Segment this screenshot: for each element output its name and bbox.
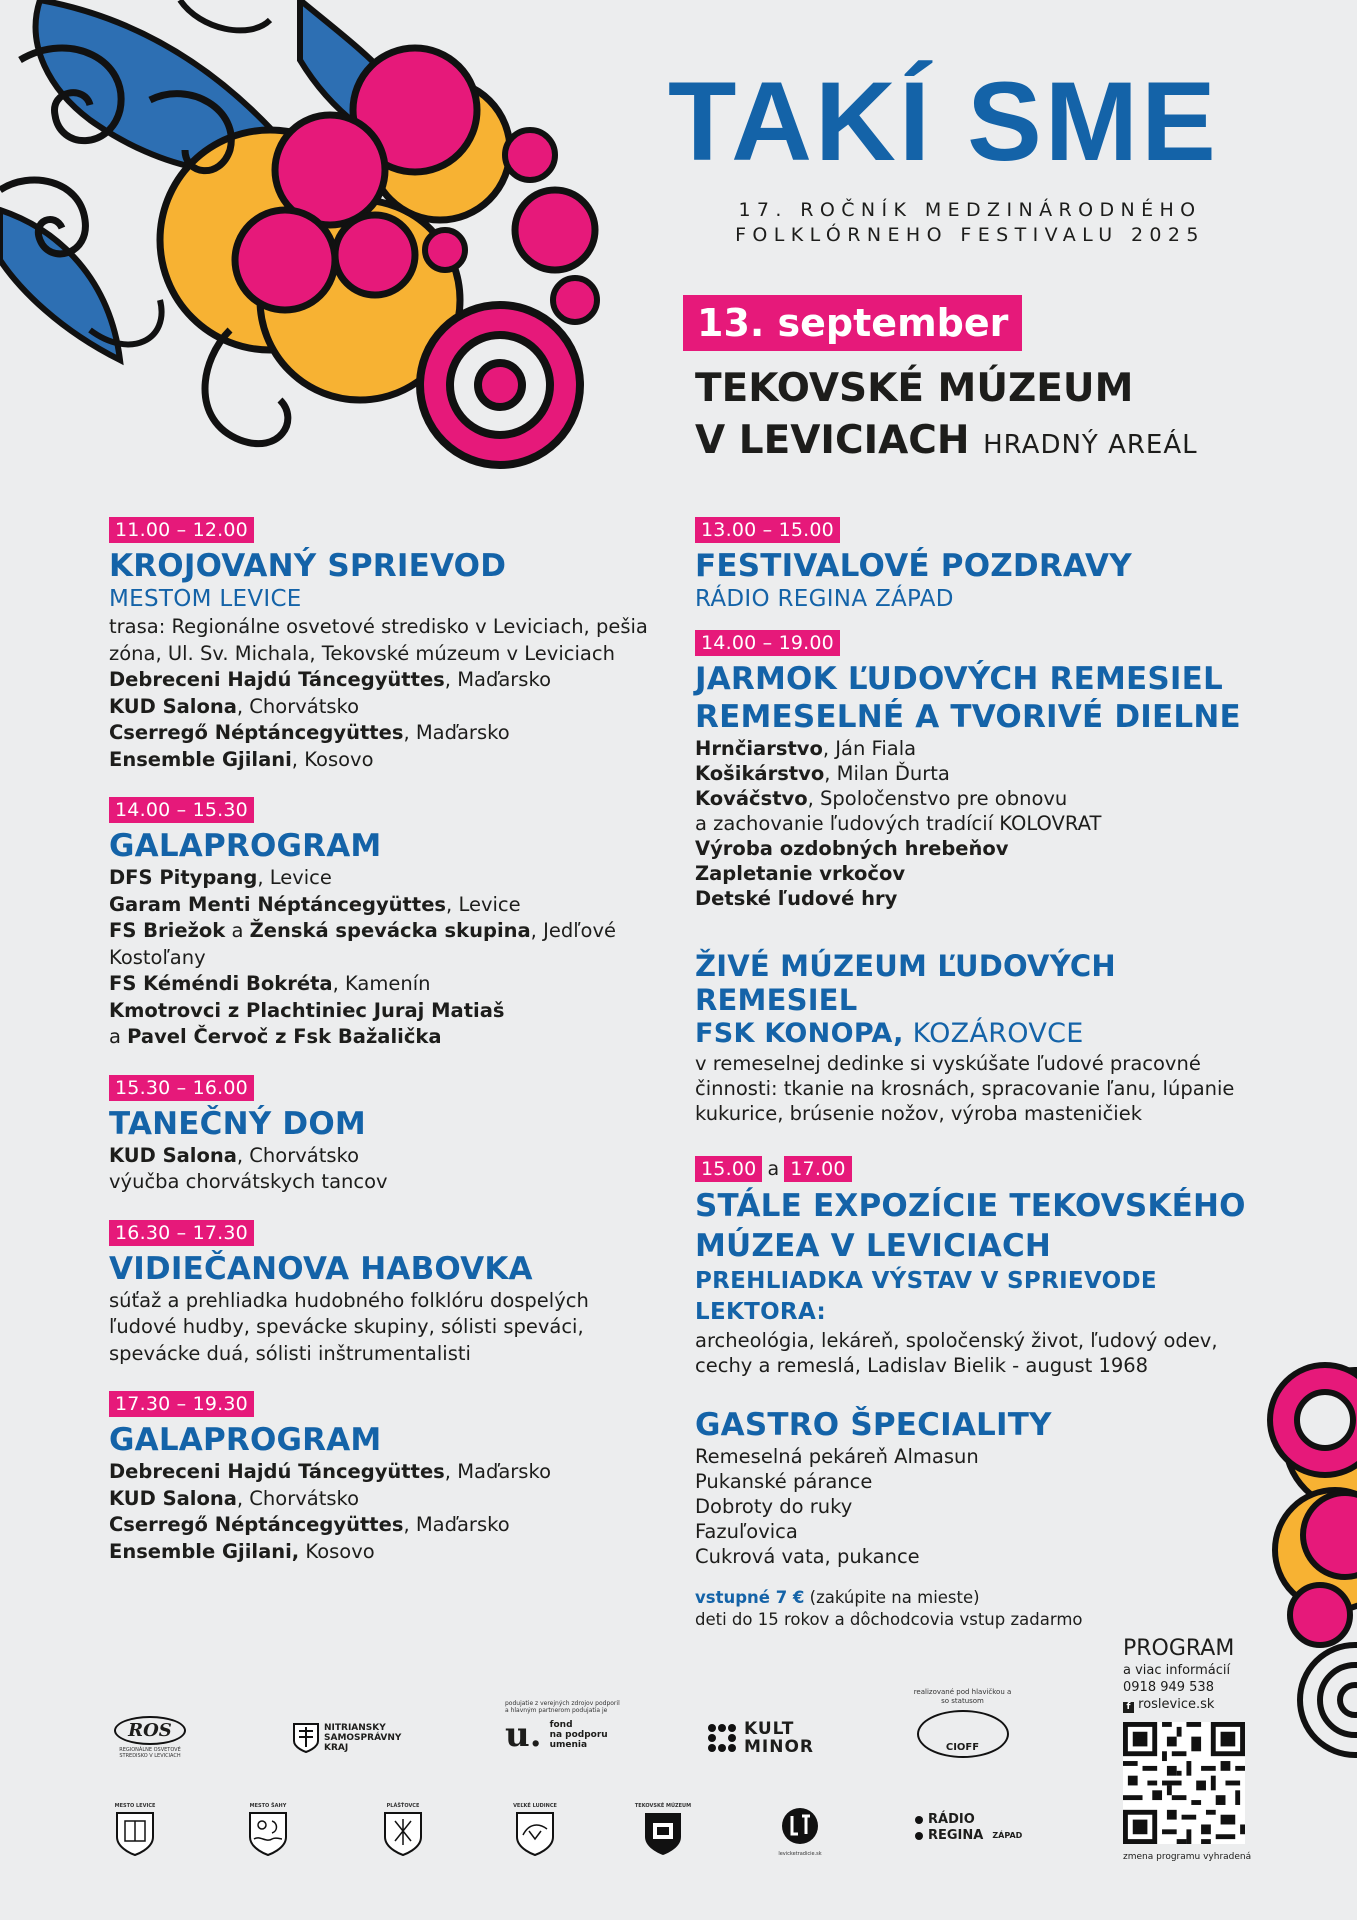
- town-logo-levice: MESTO LEVICE: [105, 1802, 165, 1861]
- tradicie-icon: [780, 1806, 820, 1846]
- event-title: [695, 1186, 1255, 1266]
- time-tags: [695, 1156, 1255, 1182]
- event-festivalove-pozdravy: [695, 517, 1255, 614]
- time-tag: 14.00 – 19.00: [695, 630, 840, 656]
- event-vidiecanova-habovka: [109, 1220, 669, 1368]
- detail-line: KUD Salona, Chorvátsko: [109, 694, 360, 718]
- info-line: a viac informácií: [1123, 1663, 1231, 1678]
- event-title-line: STÁLE EXPOZÍCIE TEKOVSKÉHO: [695, 1188, 1246, 1224]
- event-details: [695, 736, 1255, 911]
- event-title: GASTRO ŠPECIALITY: [695, 1407, 1052, 1443]
- detail-line: súťaž a prehliadka hudobného folklóru dospelých: [109, 1288, 589, 1312]
- event-title-line: JARMOK ĽUDOVÝCH REMESIEL: [695, 661, 1223, 697]
- event-title: FESTIVALOVÉ POZDRAVY: [695, 548, 1132, 584]
- event-title: VIDIEČANOVA HABOVKA: [109, 1250, 533, 1287]
- time-tag: 13.00 – 15.00: [695, 517, 840, 543]
- kult-minor-text: KULT MINOR: [744, 1719, 815, 1757]
- kult-minor-logo: [706, 1718, 826, 1758]
- event-details: [109, 614, 669, 773]
- detail-line: zóna, Ul. Sv. Michala, Tekovské múzeum v Leviciach: [109, 641, 615, 665]
- detail-line: výučba chorvátskych tancov: [109, 1170, 388, 1193]
- event-galaprogram-2: [109, 1391, 669, 1565]
- detail-line: cechy a remeslá, Ladislav Bielik - august 1968: [695, 1354, 1149, 1377]
- event-details: [109, 1288, 669, 1368]
- date-badge: [683, 295, 1022, 351]
- detail-line: kukurice, brúsenie nožov, výroba masteničiek: [695, 1102, 1143, 1125]
- event-title: ŽIVÉ MÚZEUM ĽUDOVÝCH REMESIEL: [695, 949, 1116, 1017]
- time-tag: 15.30 – 16.00: [109, 1075, 254, 1101]
- detail-line: Cukrová vata, pukance: [695, 1545, 920, 1568]
- detail-line: činnosti: tkanie na krosnách, spracovanie ľanu, lúpanie: [695, 1077, 1235, 1100]
- time-tag: 17.30 – 19.30: [109, 1391, 254, 1417]
- event-tanecny-dom: [109, 1075, 669, 1196]
- town-logo-plastovce: PLÁŠŤOVCE: [373, 1802, 433, 1861]
- event-details: [109, 865, 669, 1051]
- tekovske-muzeum-logo: TEKOVSKÉ MÚZEUM: [633, 1802, 693, 1861]
- event-title: KROJOVANÝ SPRIEVOD: [109, 548, 507, 584]
- detail-line: Košikárstvo, Milan Ďurta: [695, 762, 950, 785]
- event-subtitle: MESTOM LEVICE: [109, 586, 302, 612]
- radio-regina-logo: RÁDIO REGINA ZÁPAD: [915, 1812, 1022, 1844]
- ros-wordmark: ROS: [114, 1716, 186, 1745]
- detail-line: DFS Pitypang, Levice: [109, 866, 332, 889]
- cioff-logo: [910, 1688, 1015, 1758]
- levicke-tradicie-logo: levicketradicie.sk: [770, 1806, 830, 1859]
- detail-line: a Pavel Červoč z Fsk Bažalička: [109, 1025, 442, 1048]
- event-details: [109, 1143, 669, 1196]
- event-title: GALAPROGRAM: [109, 828, 382, 864]
- detail-line: v remeselnej dedinke si vyskúšate ľudové pracovné: [695, 1052, 1201, 1075]
- subtitle-line-2: FOLKLÓRNEHO FESTIVALU 2025: [735, 224, 1205, 246]
- fpu-text: fond na podporu umenia: [549, 1720, 608, 1750]
- event-zive-muzeum: [695, 949, 1255, 1126]
- ros-caption: REGIONÁLNE OSVETOVÉ STREDISKO V LEVICIACH: [119, 1746, 181, 1759]
- nsk-crest-icon: [293, 1723, 319, 1753]
- detail-line: spevácke duá, sólisti inštrumentalisti: [109, 1341, 471, 1365]
- time-tag: 14.00 – 15.30: [109, 797, 254, 823]
- event-title-line: REMESELNÉ A TVORIVÉ DIELNE: [695, 699, 1241, 735]
- kult-minor-icon: [706, 1722, 738, 1754]
- ros-logo: [105, 1712, 195, 1762]
- facebook-icon: f: [1123, 1702, 1134, 1713]
- sahy-crest-icon: [248, 1811, 288, 1857]
- detail-line: Fazuľovica: [695, 1520, 798, 1543]
- event-title: [695, 660, 1255, 736]
- detail-line: Dobroty do ruky: [695, 1495, 853, 1518]
- nsk-logo: [293, 1718, 413, 1758]
- town-logo-velke-ludince: VEĽKÉ LUDINCE: [505, 1802, 565, 1861]
- ludince-crest-icon: [515, 1811, 555, 1857]
- price-line: vstupné 7 € (zakúpite na mieste): [695, 1588, 980, 1607]
- detail-line: FS Kéméndi Bokréta, Kamenín: [109, 972, 431, 995]
- phone-number[interactable]: 0918 949 538: [1123, 1680, 1214, 1695]
- detail-line: Cserregő Néptáncegyüttes, Maďarsko: [109, 721, 510, 744]
- detail-line: KUD Salona, Chorvátsko: [109, 1143, 360, 1167]
- program-info: [1123, 1636, 1234, 1713]
- subtitle-line: PREHLIADKA VÝSTAV V SPRIEVODE: [695, 1268, 1157, 1294]
- fpu-letter: u.: [505, 1715, 542, 1755]
- time-tag: 11.00 – 12.00: [109, 517, 254, 543]
- time-tag: 16.30 – 17.30: [109, 1220, 254, 1246]
- festival-subtitle: [690, 198, 1250, 248]
- event-title: GALAPROGRAM: [109, 1422, 382, 1458]
- venue-line-2: [695, 415, 1198, 471]
- detail-line: Kováčstvo, Spoločenstvo pre obnovu: [695, 787, 1068, 810]
- radio-dot-icon: [915, 1832, 923, 1840]
- conjunction: a: [767, 1158, 780, 1180]
- detail-line: Debreceni Hajdú Táncegyüttes, Maďarsko: [109, 668, 551, 691]
- event-subtitle: [695, 1266, 1255, 1328]
- town-logo-sahy: MESTO ŠAHY: [238, 1802, 298, 1861]
- museum-crest-icon: [643, 1811, 683, 1857]
- left-column: [109, 517, 669, 1565]
- detail-line: Remeselná pekáreň Almasun: [695, 1445, 979, 1468]
- date-text: 13. september: [697, 301, 1009, 345]
- event-title: TANEČNÝ DOM: [109, 1105, 366, 1142]
- detail-line: Ensemble Gjilani, Kosovo: [109, 747, 374, 771]
- detail-line: archeológia, lekáreň, spoločenský život, ľudový odev,: [695, 1329, 1218, 1352]
- festival-title: TAKÍ SME: [668, 59, 1219, 184]
- event-subtitle: FSK KONOPA, KOZÁROVCE: [695, 1018, 1084, 1049]
- plastovce-crest-icon: [383, 1811, 423, 1857]
- event-details: [109, 1459, 669, 1565]
- free-entry-line: deti do 15 rokov a dôchodcovia vstup zadarmo: [695, 1610, 1083, 1629]
- right-column: [695, 517, 1255, 1631]
- event-details: [695, 1051, 1255, 1126]
- venue-line-1: TEKOVSKÉ MÚZEUM: [695, 366, 1134, 411]
- detail-line: Garam Menti Néptáncegyüttes, Levice: [109, 892, 521, 916]
- detail-line: Ensemble Gjilani, Kosovo: [109, 1539, 375, 1563]
- nsk-text: NITRIANSKY SAMOSPRÁVNY KRAJ: [324, 1723, 402, 1753]
- time-tag: 15.00: [695, 1156, 762, 1182]
- admission: [695, 1587, 1255, 1631]
- folk-ornament-top-left: [0, 0, 620, 470]
- facebook-link[interactable]: f roslevice.sk: [1123, 1696, 1234, 1713]
- detail-line: Hrnčiarstvo, Ján Fiala: [695, 737, 917, 760]
- detail-line: Debreceni Hajdú Táncegyüttes, Maďarsko: [109, 1460, 551, 1483]
- detail-line: Zapletanie vrkočov: [695, 862, 906, 885]
- event-details: [695, 1328, 1255, 1378]
- event-subtitle: RÁDIO REGINA ZÁPAD: [695, 586, 954, 612]
- detail-line: Výroba ozdobných hrebeňov: [695, 837, 1009, 860]
- event-title-line: MÚZEA V LEVICIACH: [695, 1228, 1052, 1264]
- event-jarmok: [695, 630, 1255, 911]
- event-galaprogram-1: [109, 797, 669, 1051]
- program-change-note: zmena programu vyhradená: [1123, 1852, 1252, 1862]
- detail-line: Detské ľudové hry: [695, 887, 898, 910]
- fpu-logo: [505, 1700, 625, 1755]
- qr-code[interactable]: [1123, 1722, 1245, 1844]
- event-krojovany-sprievod: [109, 517, 669, 773]
- cioff-caption: realizované pod hlavičkou a so statusom: [913, 1688, 1012, 1705]
- detail-line: a zachovanie ľudových tradícií KOLOVRAT: [695, 812, 1102, 835]
- radio-dot-icon: [915, 1816, 923, 1824]
- program-title: PROGRAM: [1123, 1636, 1235, 1661]
- detail-line: FS Briežok a Ženská spevácka skupina, Jedľové: [109, 919, 616, 942]
- event-gastro: [695, 1406, 1255, 1569]
- detail-line: Cserregő Néptáncegyüttes, Maďarsko: [109, 1513, 510, 1536]
- time-tag: 17.00: [784, 1156, 851, 1182]
- cioff-text: CIOFF: [945, 1742, 980, 1753]
- levice-crest-icon: [115, 1811, 155, 1857]
- venue-city: V LEVICIACH: [695, 418, 970, 463]
- event-details: [695, 1444, 1255, 1569]
- venue-extra: HRADNÝ AREÁL: [983, 430, 1198, 460]
- detail-line: KUD Salona, Chorvátsko: [109, 1486, 360, 1510]
- event-stale-expozicie: [695, 1156, 1255, 1378]
- subtitle-line: LEKTORA:: [695, 1299, 826, 1325]
- detail-line: Pukanské párance: [695, 1470, 873, 1493]
- subtitle-line-1: 17. ROČNÍK MEDZINÁRODNÉHO: [738, 199, 1202, 221]
- fpu-caption: podujatie z verejných zdrojov podporil a hlavným partnerom podujatia je: [505, 1700, 620, 1714]
- detail-line: Kostoľany: [109, 945, 206, 969]
- venue: [695, 363, 1198, 471]
- detail-line: Kmotrovci z Plachtiniec Juraj Matiaš: [109, 998, 505, 1022]
- detail-line: ľudové hudby, spevácke skupiny, sólisti speváci,: [109, 1315, 584, 1338]
- detail-line: trasa: Regionálne osvetové stredisko v Leviciach, pešia: [109, 615, 648, 638]
